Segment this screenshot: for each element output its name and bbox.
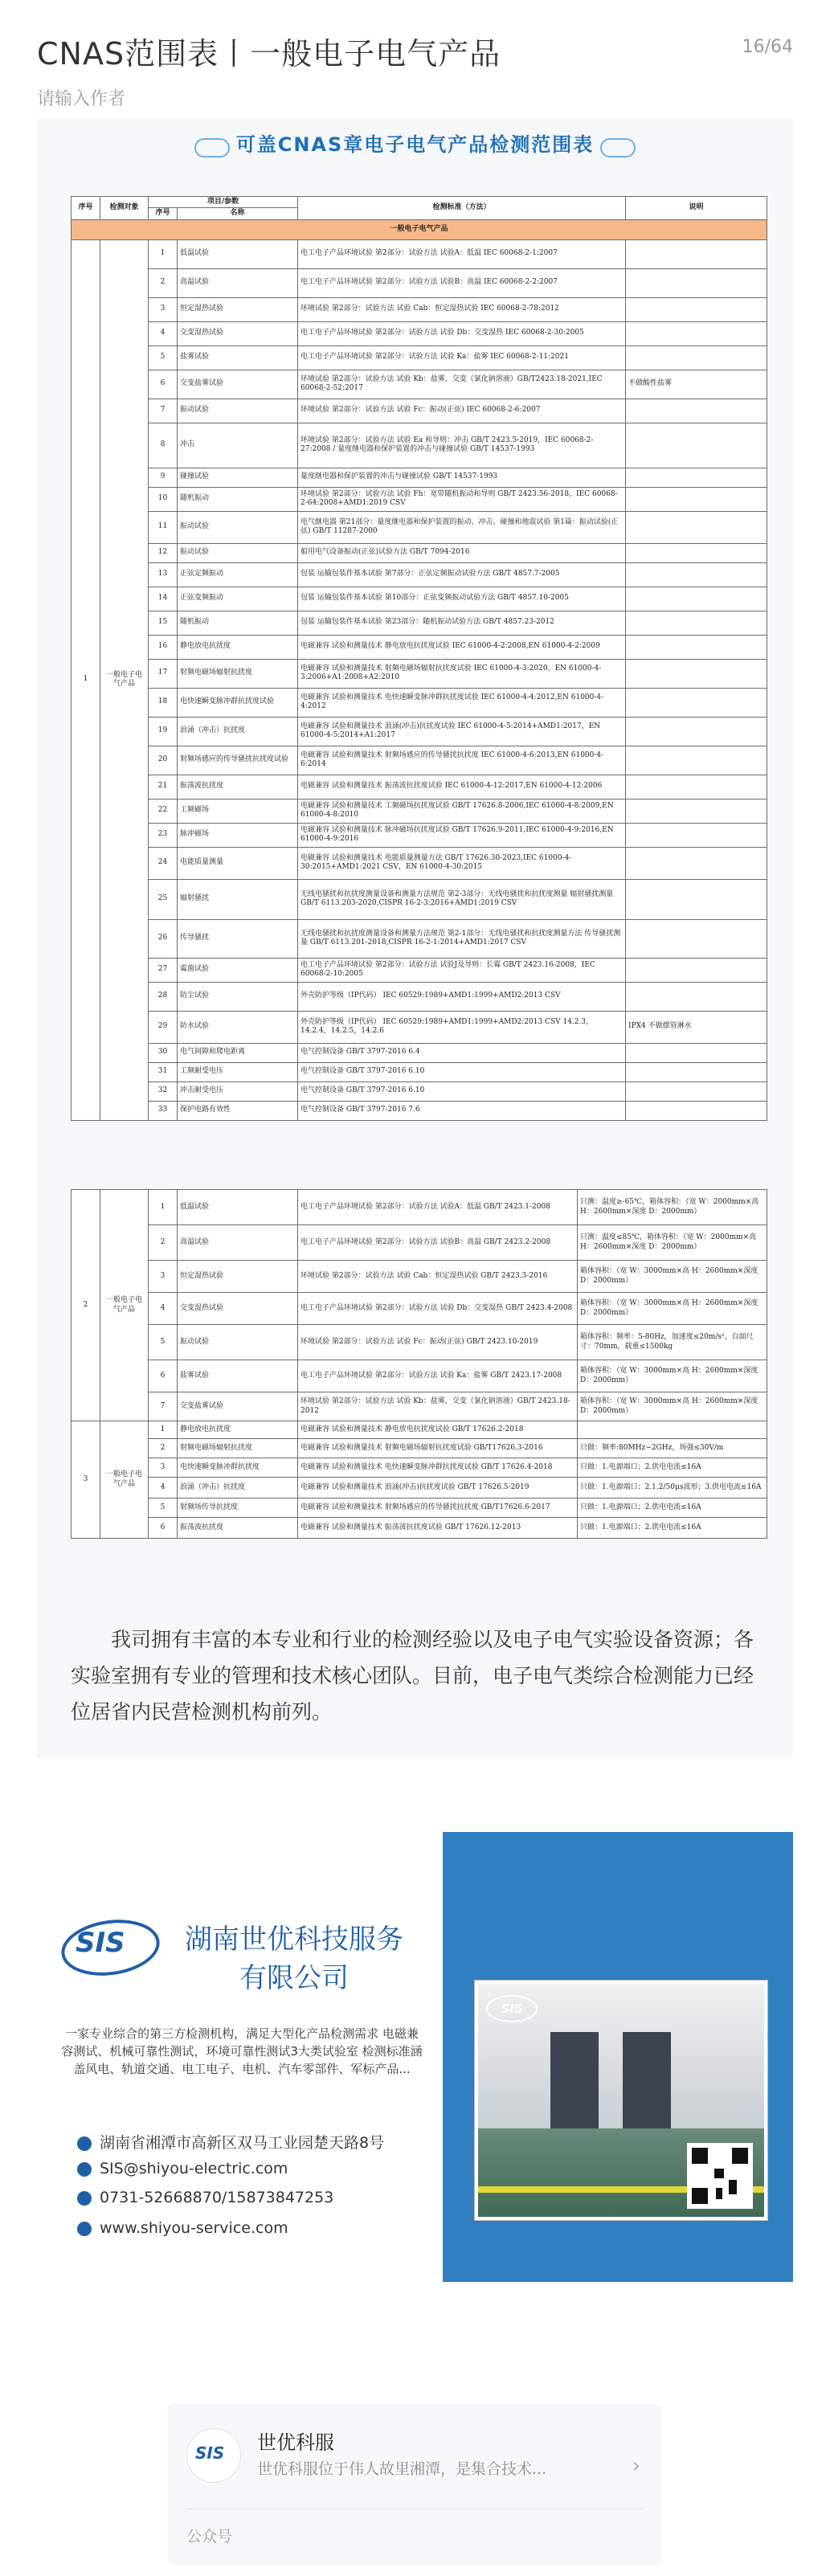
page-counter: 16/64 [742,37,793,57]
item-name-cell: 静电放电抗扰度 [178,635,298,659]
item-no-cell: 4 [149,321,178,346]
standard-cell: 电磁兼容 试验和测量技术 工频磁场抗扰度试验 GB/T 17626.8-2006,IEC 61000-4-8:2009,EN 61000-4-8:2010 [298,799,626,823]
item-name-cell: 振动试验 [178,1325,298,1360]
item-no-cell: 13 [149,562,178,587]
item-no-cell: 10 [149,487,178,511]
item-no-cell: 17 [149,659,178,688]
col-header-item-no: 序号 [149,208,178,219]
item-no-cell: 3 [149,1261,178,1293]
col-header-note: 说明 [626,197,767,220]
standard-cell: 环境试验 第2部分：试验方法 试验 Cab：恒定湿热试验 GB/T 2423.3-2016 [298,1261,578,1293]
item-no-cell: 14 [149,587,178,611]
note-cell: 箱体容积：（宽 W：3000mm×高 H：2600mm×深度 D：2000mm） [578,1261,767,1293]
standard-cell: 环境试验 第2部分：试验方法 试验 Cab：恒定湿热试验 IEC 60068-2-78:2012 [298,297,626,321]
note-cell [626,659,767,688]
note-cell [626,775,767,799]
item-name-cell: 传导骚扰 [178,919,298,958]
item-name-cell: 高温试验 [178,268,298,297]
item-name-cell: 浪涌（冲击）抗扰度 [178,1478,298,1499]
item-name-cell: 高温试验 [178,1225,298,1261]
item-no-cell: 23 [149,823,178,847]
capability-paragraph: 我司拥有丰富的本专业和行业的检测经验以及电子电气实验设备资源；各实验室拥有专业的管理和技术核心团队。目前，电子电气类综合检测能力已经位居省内民营检测机构前列。 [71,1628,754,1723]
chamber-door [550,2032,599,2145]
item-name-cell: 交变湿热试验 [178,321,298,346]
standard-cell: 包装 运输包装件基本试验 第7部分：正弦定频振动试验方法 GB/T 4857.7-2005 [298,562,626,587]
item-no-cell: 18 [149,688,178,717]
standard-cell: 电工电子产品环境试验 第2部分：试验方法 试验 Db：交变湿热 GB/T 2423.4-2008 [298,1293,578,1325]
item-no-cell: 32 [149,1082,178,1101]
item-name-cell: 电快速瞬变脉冲群抗扰度试验 [178,688,298,717]
table-row [72,1458,767,1478]
table-row [72,399,767,423]
item-name-cell: 电快速瞬变脉冲群抗扰度 [178,1458,298,1478]
standard-cell: 电磁兼容 试验和测量技术 射频电磁场辐射抗扰度试验 GB/T17626.3-2016 [298,1439,578,1458]
item-no-cell: 3 [149,1458,178,1478]
item-no-cell: 2 [149,1439,178,1458]
cloud-icon [194,138,230,157]
standard-cell: 电工电子产品环境试验 第2部分：试验方法 试验 Ka：盐雾 IEC 60068-2-11:2021 [298,346,626,370]
scope-table-2 [71,1189,767,1539]
standard-cell: 电工电子产品环境试验 第2部分：试验方法 试验A：低温 GB/T 2423.1-2008 [298,1190,578,1225]
table-row [72,717,767,746]
table-row [72,1360,767,1392]
standard-cell: 电磁兼容 试验和测量技术 电快速瞬变脉冲群抗扰度试验 GB/T 17626.4-2018 [298,1458,578,1478]
group-seq-cell: 1 [72,239,100,1120]
note-cell [626,468,767,487]
item-no-cell: 7 [149,1392,178,1421]
note-cell: 只做：1.电源端口；2.供电电流≤16A [578,1458,767,1478]
item-name-cell: 交变盐雾试验 [178,1392,298,1421]
item-name-cell: 碰撞试验 [178,468,298,487]
standard-cell: 电磁兼容 试验和测量技术 脉冲磁场抗扰度试验 GB/T 17626.9-2011,IEC 61000-4-9:2016,EN 61000-4-9:2016 [298,823,626,847]
item-name-cell: 射频场感应的传导骚扰抗扰度试验 [178,746,298,775]
company-name [166,1920,423,1997]
table-row [72,1325,767,1360]
location-pin-icon [77,2136,92,2151]
item-name-cell: 工频耐受电压 [178,1062,298,1082]
table-row [72,468,767,487]
note-cell [626,587,767,611]
standard-cell: 电工电子产品环境试验 第2部分：试验方法 试验B：高温 GB/T 2423.2-2008 [298,1225,578,1261]
item-name-cell: 射频场传导抗扰度 [178,1499,298,1518]
table-row [72,746,767,775]
note-cell [626,799,767,823]
phone-icon [77,2191,92,2206]
standard-cell: 电工电子产品环境试验 第2部分：试验方法 试验B：高温 IEC 60068-2-2:2007 [298,268,626,297]
item-name-cell: 静电放电抗扰度 [178,1421,298,1439]
phone-text: 0731-52668870/15873847253 [100,2189,334,2206]
note-cell: 只做：1.电源端口；2.供电电流≤16A [578,1499,767,1518]
table-row [72,423,767,468]
note-cell [578,1421,767,1439]
table-row [72,688,767,717]
note-cell [626,321,767,346]
note-cell [626,635,767,659]
item-no-cell: 11 [149,511,178,543]
group-object-cell: 一般电子电气产品 [100,1190,149,1421]
item-no-cell: 3 [149,297,178,321]
item-name-cell: 恒定湿热试验 [178,1261,298,1293]
official-account-card[interactable] [167,2404,663,2565]
standard-cell: 电磁兼容 试验和测量技术 振荡波抗扰度试验 IEC 61000-4-12:2017,EN 61000-4-12:2006 [298,775,626,799]
item-no-cell: 20 [149,746,178,775]
table-row [72,1261,767,1293]
website-line [77,2219,288,2237]
item-no-cell: 26 [149,919,178,958]
item-name-cell: 冲击耐受电压 [178,1082,298,1101]
standard-cell: 电磁兼容 试验和测量技术 射频电磁场辐射抗扰度试验 IEC 61000-4-3:2020，EN 61000-4-3:2006+A1:2008+A2:2010 [298,659,626,688]
table-row [72,775,767,799]
account-name: 世优科服 [257,2431,334,2454]
note-cell: 只做：1.电源端口；2.1.2/50μs波形；3.供电电流≤16A [578,1478,767,1499]
table-row [72,1101,767,1120]
item-no-cell: 29 [149,1011,178,1043]
item-no-cell: 15 [149,611,178,635]
standard-cell: 电工电子产品环境试验 第2部分：试验方法 试验 Db：交变湿热 IEC 60068-2-30:2005 [298,321,626,346]
table-row [72,879,767,919]
note-cell [626,1062,767,1082]
item-name-cell: 浪涌（冲击）抗扰度 [178,717,298,746]
item-no-cell: 1 [149,1190,178,1225]
chamber-door [623,2032,671,2145]
item-name-cell: 盐雾试验 [178,1360,298,1392]
company-promo-banner [37,1832,793,2282]
standard-cell: 环境试验 第2部分：试验方法 试验 Ea 和导则：冲击 GB/T 2423.5-2019，IEC 60068-2-27:2008 / 量度继电器和保护装置的冲击与碰撞试验 GB/T 14537-1993 [298,423,626,468]
standard-cell: 无线电骚扰和抗扰度测量设备和测量方法规范 第2-3部分：无线电骚扰和抗扰度测量 辐射骚扰测量 GB/T 6113.203-2020,CISPR 16-2-3:2016+AMD1:2019 CSV [298,879,626,919]
banner-title: 可盖CNAS章电子电气产品检测范围表 [235,133,595,156]
table-banner [37,129,793,166]
item-no-cell: 22 [149,799,178,823]
address-text: 湖南省湘潭市高新区双马工业园楚天路8号 [100,2134,385,2152]
standard-cell: 环境试验 第2部分：试验方法 试验 Kb：盐雾，交变（氯化钠溶液）GB/T 2423.18-2012 [298,1392,578,1421]
standard-cell: 电磁兼容 试验和测量技术 浪涌(冲击)抗扰度试验 IEC 61000-4-5:2014+AMD1:2017，EN 61000-4-5:2014+A1:2017 [298,717,626,746]
item-no-cell: 4 [149,1293,178,1325]
item-no-cell: 6 [149,1360,178,1392]
table-row [72,847,767,879]
item-no-cell: 30 [149,1043,178,1062]
standard-cell: 电工电子产品环境试验 第2部分：试验方法 试验A：低温 IEC 60068-2-1:2007 [298,239,626,268]
item-name-cell: 低温试验 [178,239,298,268]
table-row [72,543,767,562]
note-cell [626,879,767,919]
note-cell: 不做酸性盐雾 [626,370,767,399]
note-cell [626,562,767,587]
phone-line [77,2189,333,2206]
note-cell [626,346,767,370]
group-object-cell: 一般电子电气产品 [100,1421,149,1539]
item-name-cell: 随机振动 [178,611,298,635]
table-row [72,635,767,659]
item-no-cell: 1 [149,1421,178,1439]
item-no-cell: 19 [149,717,178,746]
table-row [72,919,767,958]
note-cell: 箱体容积：频率：5-80Hz，加速度≤20m/s²，台面尺寸：70mm，载重≤1500kg [578,1325,767,1360]
mail-icon [77,2162,92,2177]
company-description: 一家专业综合的第三方检测机构，满足大型化产品检测需求 电磁兼容测试、机械可靠性测试，环境可靠性测试3大类试验室 检测标准涵盖风电、轨道交通、电工电子、电机、汽车零部件、军标产品... [61,2026,423,2076]
item-no-cell: 7 [149,399,178,423]
item-name-cell: 振荡波抗扰度 [178,775,298,799]
item-name-cell: 交变盐雾试验 [178,370,298,399]
item-no-cell: 6 [149,370,178,399]
table-row [72,511,767,543]
item-no-cell: 27 [149,958,178,982]
note-cell [626,423,767,468]
col-header-standard: 检测标准（方法） [298,197,626,220]
note-cell [626,239,767,268]
table-row [72,1293,767,1325]
note-cell: 只测：温度≥-65℃，箱体容积：（宽 W：2000mm×高 H：2600mm×深度 D：2000mm） [578,1190,767,1225]
table-row [72,587,767,611]
table-row [72,1062,767,1082]
item-name-cell: 射频电磁场辐射抗扰度 [178,659,298,688]
note-cell [626,1082,767,1101]
table-row [72,1043,767,1062]
table-row [72,1225,767,1261]
standard-cell: 环境试验 第2部分：试验方法 试验 Kb：盐雾，交变（氯化钠溶液）GB/T2423.18-2021,IEC 60068-2-52:2017 [298,370,626,399]
table-row [72,1190,767,1225]
promo-right-panel [443,1832,793,2282]
standard-cell: 电磁兼容 试验和测量技术 电能质量测量方法 GB/T 17626.30-2023,IEC 61000-4-30:2015+AMD1:2021 CSV，EN 61000-4-30:2015 [298,847,626,879]
website-text: www.shiyou-service.com [100,2219,288,2237]
item-no-cell: 5 [149,1325,178,1360]
company-name-line2: 有限公司 [239,1962,349,1994]
table-row [72,487,767,511]
table-row [72,321,767,346]
sis-logo: SIS [76,1927,125,1959]
note-cell [626,399,767,423]
table-row [72,1421,767,1439]
page-title: CNAS范围表丨一般电子电气产品 [37,36,501,72]
note-cell: IPX4 不做摆管淋水 [626,1011,767,1043]
item-name-cell: 霉菌试验 [178,958,298,982]
account-logo: SIS [195,2443,225,2463]
item-name-cell: 保护电路有效性 [178,1101,298,1120]
scope-table-1 [71,196,767,1121]
account-type-label: 公众号 [186,2528,233,2545]
item-name-cell: 电能质量测量 [178,847,298,879]
item-name-cell: 正弦定频振动 [178,562,298,587]
item-no-cell: 12 [149,543,178,562]
standard-cell: 电磁兼容 试验和测量技术 浪涌(冲击)抗扰度试验 GB/T 17626.5-2019 [298,1478,578,1499]
item-name-cell: 交变湿热试验 [178,1293,298,1325]
table-row [72,659,767,688]
table-row [72,982,767,1011]
item-name-cell: 电气间隙和爬电距离 [178,1043,298,1062]
standard-cell: 电磁兼容 试验和测量技术 静电放电抗扰度试验 GB/T 17626.2-2018 [298,1421,578,1439]
note-cell [626,688,767,717]
email-line [77,2160,288,2177]
note-cell: 只做：1.电源端口；2.供电电流≤16A [578,1518,767,1539]
note-cell: 只测：温度≤85℃，箱体容积：（宽 W：2000mm×高 H：2600mm×深度 D：2000mm） [578,1225,767,1261]
item-no-cell: 21 [149,775,178,799]
item-no-cell: 28 [149,982,178,1011]
item-no-cell: 5 [149,346,178,370]
note-cell [626,919,767,958]
item-name-cell: 正弦变频振动 [178,587,298,611]
table-row [72,799,767,823]
table-row [72,297,767,321]
note-cell [626,487,767,511]
standard-cell: 环境试验 第2部分：试验方法 试验 Fh：宽带随机振动和导则 GB/T 2423.56-2018，IEC 60068-2-64:2008+AMD1:2019 CSV [298,487,626,511]
col-header-object: 检测对象 [100,197,149,220]
item-name-cell: 防尘试验 [178,982,298,1011]
item-no-cell: 6 [149,1518,178,1539]
item-name-cell: 低温试验 [178,1190,298,1225]
table-row [72,562,767,587]
item-name-cell: 防水试验 [178,1011,298,1043]
section-title: 一般电子电气产品 [72,219,767,239]
item-name-cell: 工频磁场 [178,799,298,823]
table-row [72,1082,767,1101]
item-name-cell: 随机振动 [178,487,298,511]
item-name-cell: 振动试验 [178,543,298,562]
item-no-cell: 24 [149,847,178,879]
note-cell [626,746,767,775]
item-no-cell: 4 [149,1478,178,1499]
lab-photo [475,1981,767,2220]
author-field[interactable]: 请输入作者 [37,89,126,109]
email-text: SIS@shiyou-electric.com [100,2160,288,2177]
col-header-item-name: 名称 [178,208,298,219]
note-cell: 箱体容积：（宽 W：3000mm×高 H：2600mm×深度 D：2000mm） [578,1360,767,1392]
table-row [72,346,767,370]
note-cell [626,511,767,543]
note-cell [626,1043,767,1062]
standard-cell: 电气控制设备 GB/T 3797-2016 6.4 [298,1043,626,1062]
standard-cell: 电工电子产品环境试验 第2部分：试验方法 试验 Ka：盐雾 GB/T 2423.17-2008 [298,1360,578,1392]
account-description: 世优科服位于伟人故里湘潭，是集合技术... [257,2460,547,2478]
note-cell [626,1101,767,1120]
standard-cell: 环境试验 第2部分：试验方法 试验 Fc：振动(正弦) GB/T 2423.10-2019 [298,1325,578,1360]
promo-left-panel [37,1832,443,2282]
item-no-cell: 25 [149,879,178,919]
chevron-right-icon[interactable]: › [632,2454,640,2478]
item-name-cell: 振动试验 [178,399,298,423]
item-no-cell: 2 [149,1225,178,1261]
standard-cell: 环境试验 第2部分：试验方法 试验 Fc：振动(正弦) IEC 60068-2-6:2007 [298,399,626,423]
standard-cell: 量度继电器和保护装置的冲击与碰撞试验 GB/T 14537-1993 [298,468,626,487]
content-card [37,119,793,1758]
note-cell [626,297,767,321]
company-name-line1: 湖南世优科技服务 [185,1924,403,1956]
note-cell [626,982,767,1011]
table-row [72,1499,767,1518]
company-logo-row [61,1912,439,2009]
item-name-cell: 振荡波抗扰度 [178,1518,298,1539]
table-row [72,823,767,847]
standard-cell: 包装 运输包装件基本试验 第23部分：随机振动试验方法 GB/T 4857.23-2012 [298,611,626,635]
standard-cell: 电气控制设备 GB/T 3797-2016 6.10 [298,1082,626,1101]
note-cell: 箱体容积：（宽 W：3000mm×高 H：2600mm×深度 D：2000mm） [578,1392,767,1421]
standard-cell: 包装 运输包装件基本试验 第10部分：正弦变频振动试验方法 GB/T 4857.10-2005 [298,587,626,611]
standard-cell: 电磁兼容 试验和测量技术 电快速瞬变脉冲群抗扰度试验 IEC 61000-4-4:2012,EN 61000-4-4:2012 [298,688,626,717]
note-cell [626,543,767,562]
col-header-seq: 序号 [72,197,100,220]
table-row [72,268,767,297]
account-avatar [186,2428,241,2483]
note-cell [626,823,767,847]
standard-cell: 船用电气设备振动(正弦)试验方法 GB/T 7094-2016 [298,543,626,562]
standard-cell: 电磁兼容 试验和测量技术 静电放电抗扰度试验 IEC 61000-4-2:2008,EN 61000-4-2:2009 [298,635,626,659]
note-cell: 箱体容积：（宽 W：3000mm×高 H：2600mm×深度 D：2000mm） [578,1293,767,1325]
item-no-cell: 2 [149,268,178,297]
note-cell [626,958,767,982]
item-no-cell: 1 [149,239,178,268]
item-name-cell: 脉冲磁场 [178,823,298,847]
standard-cell: 外壳防护等级（IP代码） IEC 60529:1989+AMD1:1999+AMD2:2013 CSV 14.2.3，14.2.4，14.2.5，14.2.6 [298,1011,626,1043]
group-seq-cell: 3 [72,1421,100,1539]
table-row [72,1478,767,1499]
standard-cell: 电气继电器 第21部分：量度继电器和保护装置的振动、冲击、碰撞和地震试验 第1篇：振动试验(正弦) GB/T 11287-2000 [298,511,626,543]
item-name-cell: 振动试验 [178,511,298,543]
standard-cell: 电磁兼容 试验和测量技术 振荡波抗扰度试验 GB/T 17626.12-2013 [298,1518,578,1539]
globe-icon [77,2222,92,2236]
photo-logo: SIS [486,1995,538,2022]
item-no-cell: 31 [149,1062,178,1082]
col-header-item: 项目/参数 [149,197,298,208]
standard-cell: 电工电子产品环境试验 第2部分：试验方法 试验J及导则：长霉 GB/T 2423.16-2008，IEC 60068-2-10:2005 [298,958,626,982]
cloud-icon [600,138,636,157]
table-row [72,239,767,268]
table-row [72,611,767,635]
table-row [72,1518,767,1539]
qr-code-icon [687,2143,753,2209]
table-row [72,1392,767,1421]
item-name-cell: 冲击 [178,423,298,468]
standard-cell: 电气控制设备 GB/T 3797-2016 6.10 [298,1062,626,1082]
table-row [72,370,767,399]
standard-cell: 电磁兼容 试验和测量技术 射频场感应的传导骚扰抗扰度 IEC 61000-4-6:2013,EN 61000-4-6:2014 [298,746,626,775]
item-no-cell: 16 [149,635,178,659]
group-seq-cell: 2 [72,1190,100,1421]
note-cell: 只做：频率:80MHz~2GHz，场强≤30V/m [578,1439,767,1458]
item-no-cell: 9 [149,468,178,487]
item-name-cell: 恒定湿热试验 [178,297,298,321]
table-row [72,1011,767,1043]
table-row [72,958,767,982]
item-no-cell: 33 [149,1101,178,1120]
group-object-cell: 一般电子电气产品 [100,239,149,1120]
item-name-cell: 辐射骚扰 [178,879,298,919]
item-name-cell: 射频电磁场辐射抗扰度 [178,1439,298,1458]
standard-cell: 电气控制设备 GB/T 3797-2016 7.6 [298,1101,626,1120]
note-cell [626,717,767,746]
note-cell [626,611,767,635]
standard-cell: 电磁兼容 试验和测量技术 射频场感应的传导骚扰抗扰度 GB/T17626.6-2017 [298,1499,578,1518]
address-line [77,2131,384,2153]
item-no-cell: 8 [149,423,178,468]
item-no-cell: 5 [149,1499,178,1518]
item-name-cell: 盐雾试验 [178,346,298,370]
note-cell [626,268,767,297]
table-row [72,1439,767,1458]
note-cell [626,847,767,879]
standard-cell: 外壳防护等级（IP代码） IEC 60529:1989+AMD1:1999+AMD2:2013 CSV [298,982,626,1011]
standard-cell: 无线电骚扰和抗扰度测量设备和测量方法规范 第2-1部分：无线电骚扰和抗扰度测量方法 传导骚扰测量 GB/T 6113.201-2018,CISPR 16-2-1:2014+AMD1:2017 CSV [298,919,626,958]
